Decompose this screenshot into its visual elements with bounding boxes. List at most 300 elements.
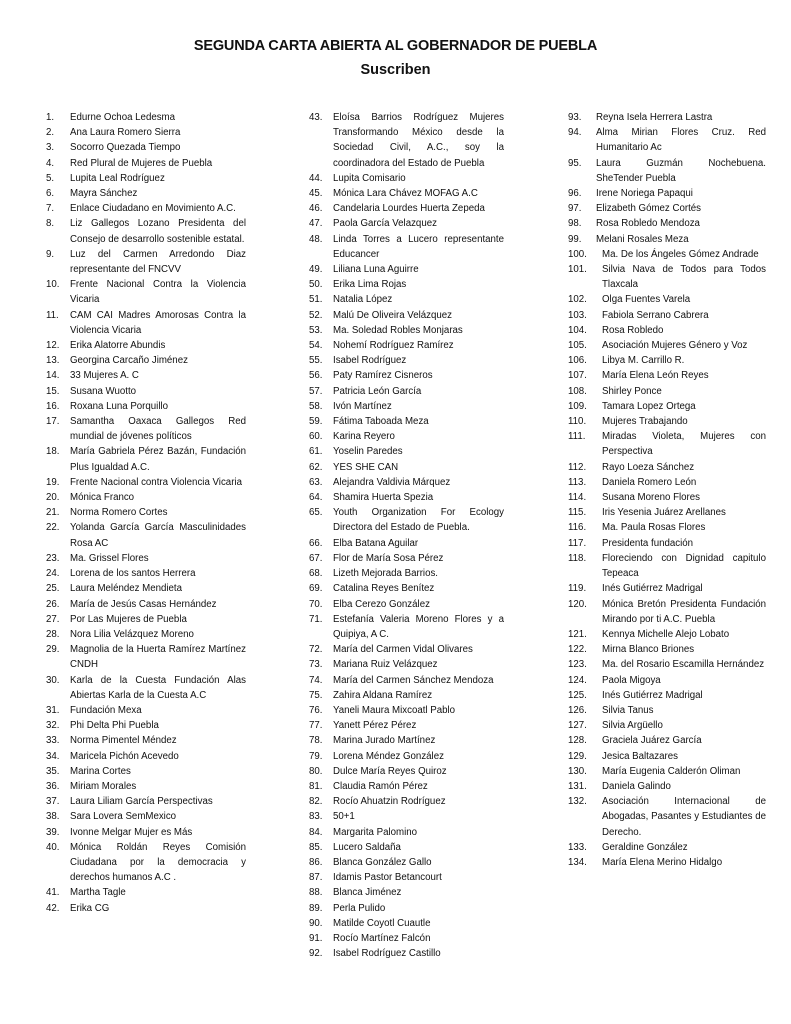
signatory-number: 108. <box>568 385 587 397</box>
signatory-number: 124. <box>568 674 587 686</box>
signatory-item <box>568 505 766 520</box>
signatory-item <box>46 399 246 414</box>
signatory-number: 121. <box>568 628 587 640</box>
signatory-item <box>309 718 504 733</box>
signatory-item <box>309 110 504 171</box>
signatory-number: 51. <box>309 294 323 306</box>
signatory-name: Isabel Rodríguez Castillo <box>333 948 441 960</box>
signatory-name: Ma. del Rosario Escamilla Hernández <box>602 659 765 671</box>
signatory-name: Catalina Reyes Benítez <box>333 583 435 595</box>
signatory-item <box>568 292 766 307</box>
signatory-name: Patricia León García <box>333 385 422 397</box>
signatory-number: 4. <box>46 157 55 169</box>
signatory-item <box>46 809 246 824</box>
signatory-item <box>46 414 246 444</box>
signatory-number: 100. <box>568 248 587 260</box>
signatory-name: María de Jesús Casas Hernández <box>70 598 217 610</box>
signatory-name: Mónica Franco <box>70 492 135 504</box>
signatory-item <box>568 749 766 764</box>
signatory-number: 70. <box>309 598 323 610</box>
signatory-name: Yaneli Maura Mixcoatl Pablo <box>333 704 456 716</box>
signatory-name: Isabel Rodríguez <box>333 355 407 367</box>
signatory-number: 62. <box>309 461 323 473</box>
signatory-name: María Gabriela Pérez Bazán, Fundación Plus Igualdad A.C. <box>70 446 246 473</box>
signatory-name: Liz Gallegos Lozano Presidenta del Consejo de desarrollo sostenible estatal. <box>70 218 246 245</box>
signatory-name: Ma. Soledad Robles Monjaras <box>333 324 463 336</box>
signatory-item <box>568 794 766 840</box>
signatory-number: 28. <box>46 628 60 640</box>
signatory-item <box>46 475 246 490</box>
signatory-name: Lorena de los santos Herrera <box>70 568 196 580</box>
signatory-item <box>568 627 766 642</box>
signatory-item <box>568 338 766 353</box>
signatory-number: 38. <box>46 811 60 823</box>
signatory-number: 54. <box>309 340 323 352</box>
signatory-item <box>309 764 504 779</box>
signatory-name: Paola García Velazquez <box>333 218 437 230</box>
signatory-number: 102. <box>568 294 587 306</box>
signatory-item <box>309 292 504 307</box>
signatory-number: 17. <box>46 416 60 428</box>
signatory-item <box>309 399 504 414</box>
signatory-name: Libya M. Carrillo R. <box>602 355 685 367</box>
signatory-number: 26. <box>46 598 60 610</box>
signatory-item <box>309 216 504 231</box>
signatory-name: Silvia Nava de Todos para Todos Tlaxcala <box>602 264 766 291</box>
signatory-name: Shirley Ponce <box>602 385 662 397</box>
signatory-name: Maricela Pichón Acevedo <box>70 750 179 762</box>
signatory-number: 127. <box>568 720 587 732</box>
signatory-item <box>46 156 246 171</box>
signatory-name: Fundación Mexa <box>70 704 142 716</box>
signatory-number: 27. <box>46 613 60 625</box>
signatory-number: 49. <box>309 264 323 276</box>
signatory-number: 112. <box>568 461 587 473</box>
signatory-number: 16. <box>46 400 60 412</box>
signatory-item <box>568 247 766 262</box>
signatory-number: 82. <box>309 796 323 808</box>
signatory-number: 95. <box>568 157 582 169</box>
signatory-item <box>568 581 766 596</box>
signatory-name: Melani Rosales Meza <box>596 233 689 245</box>
signatory-name: Martha Tagle <box>70 887 126 899</box>
signatory-item <box>46 764 246 779</box>
signatory-name: Natalia López <box>333 294 393 306</box>
signatory-name: Linda Torres a Lucero representante Educancer <box>333 233 504 260</box>
signatory-item <box>309 612 504 642</box>
signatory-name: Ivón Martínez <box>333 400 392 412</box>
signatory-number: 103. <box>568 309 587 321</box>
signatory-item <box>46 612 246 627</box>
signatory-name: Blanca González Gallo <box>333 856 432 868</box>
signatory-item <box>46 186 246 201</box>
signatory-name: Asociación Internacional de Abogadas, Pasantes y Estudiantes de Derecho. <box>602 796 766 838</box>
signatory-item <box>309 186 504 201</box>
signatory-number: 58. <box>309 400 323 412</box>
signatory-number: 91. <box>309 932 323 944</box>
signatory-name: Zahira Aldana Ramírez <box>333 689 433 701</box>
signatory-item <box>309 414 504 429</box>
signatory-item <box>309 870 504 885</box>
signatory-name: Phi Delta Phi Puebla <box>70 720 159 732</box>
signatory-name: Blanca Jiménez <box>333 887 402 899</box>
signatory-item <box>46 201 246 216</box>
signatory-item <box>568 688 766 703</box>
signatory-number: 113. <box>568 476 587 488</box>
signatory-item <box>309 490 504 505</box>
signatory-name: Luz del Carmen Arredondo Diaz representante del FNCVV <box>70 248 246 276</box>
signatory-name: Marina Jurado Martínez <box>333 735 436 747</box>
signatory-item <box>309 703 504 718</box>
signatory-name: Iris Yesenia Juárez Arellanes <box>602 507 726 519</box>
signatory-item <box>568 703 766 718</box>
signatory-name: Karla de la Cuesta Fundación Alas Abiertas Karla de la Cuesta A.C <box>70 674 246 701</box>
signatory-number: 52. <box>309 309 323 321</box>
signatory-item <box>46 216 246 246</box>
signatory-item <box>46 140 246 155</box>
signatory-name: Erika Alatorre Abundis <box>70 340 166 352</box>
signatory-item <box>46 749 246 764</box>
signatory-item <box>46 566 246 581</box>
signatory-number: 78. <box>309 735 323 747</box>
signatory-name: Mónica Bretón Presidenta Fundación Mirando por ti A.C. Puebla <box>602 598 766 625</box>
signatory-number: 35. <box>46 765 60 777</box>
signatory-name: Elba Batana Aguilar <box>333 537 419 549</box>
signatory-number: 87. <box>309 872 323 884</box>
signatory-number: 5. <box>46 172 55 184</box>
signatory-number: 23. <box>46 552 60 564</box>
signatory-item <box>309 855 504 870</box>
signatory-item <box>46 125 246 140</box>
signatory-name: Fátima Taboada Meza <box>333 416 429 428</box>
signatory-number: 6. <box>46 188 55 200</box>
signatory-number: 3. <box>46 142 55 154</box>
signatory-name: Daniela Galindo <box>602 780 671 792</box>
signatory-name: María del Carmen Vidal Olivares <box>333 644 473 656</box>
signatory-number: 63. <box>309 476 323 488</box>
signatory-name: Georgina Carcaño Jiménez <box>70 355 188 367</box>
signatory-number: 83. <box>309 811 323 823</box>
signatory-name: Candelaria Lourdes Huerta Zepeda <box>333 203 485 215</box>
signatory-number: 72. <box>309 644 323 656</box>
signatory-item <box>46 171 246 186</box>
signatory-item <box>309 353 504 368</box>
signatory-number: 129. <box>568 750 587 762</box>
signatory-number: 45. <box>309 188 323 200</box>
signatory-number: 133. <box>568 841 587 853</box>
signatory-item <box>46 384 246 399</box>
signatory-item <box>568 733 766 748</box>
signatory-name: CAM CAI Madres Amorosas Contra la Violencia Vicaria <box>70 309 246 336</box>
signatory-item <box>46 779 246 794</box>
signatory-number: 46. <box>309 203 323 215</box>
signatory-number: 48. <box>309 233 323 245</box>
signatory-name: Lizeth Mejorada Barrios. <box>333 568 438 580</box>
signatory-name: Edurne Ochoa Ledesma <box>70 112 176 123</box>
signatory-number: 7. <box>46 203 55 215</box>
signatory-item <box>309 475 504 490</box>
signatory-number: 115. <box>568 507 587 519</box>
signatory-item <box>309 323 504 338</box>
signatory-name: Lucero Saldaña <box>333 841 401 853</box>
signatory-number: 117. <box>568 537 587 549</box>
signatory-name: Nora Lilia Velázquez Moreno <box>70 628 194 640</box>
signatory-number: 96. <box>568 188 582 200</box>
signatory-number: 89. <box>309 902 323 914</box>
signatory-number: 110. <box>568 416 587 428</box>
signatory-item <box>568 414 766 429</box>
signatory-name: Susana Wuotto <box>70 385 137 397</box>
signatory-name: Flor de María Sosa Pérez <box>333 552 444 564</box>
signatory-name: Ana Laura Romero Sierra <box>70 127 181 139</box>
signatory-name: Rocío Ahuatzin Rodríguez <box>333 796 446 808</box>
signatory-item <box>46 840 246 886</box>
signatory-item <box>568 384 766 399</box>
signatory-column-1 <box>46 110 246 916</box>
signatory-item <box>309 232 504 262</box>
signatory-number: 104. <box>568 324 587 336</box>
signatory-number: 116. <box>568 522 587 534</box>
signatory-item <box>568 490 766 505</box>
signatory-number: 111. <box>568 431 586 443</box>
signatory-number: 13. <box>46 355 60 367</box>
signatory-name: Mónica Lara Chávez MOFAG A.C <box>333 188 478 200</box>
signatory-item <box>309 581 504 596</box>
signatory-name: Laura Meléndez Mendieta <box>70 583 183 595</box>
signatory-item <box>568 764 766 779</box>
signatory-number: 106. <box>568 355 587 367</box>
signatory-number: 44. <box>309 172 323 184</box>
signatory-item <box>568 673 766 688</box>
signatory-number: 132. <box>568 796 587 808</box>
signatory-number: 123. <box>568 659 587 671</box>
signatory-name: Ivonne Melgar Mujer es Más <box>70 826 193 838</box>
signatory-item <box>309 277 504 292</box>
signatory-name: Laura Guzmán Nochebuena. SheTender Puebla <box>596 157 766 184</box>
signatory-number: 130. <box>568 765 587 777</box>
signatory-item <box>46 520 246 550</box>
signatory-item <box>46 444 246 474</box>
signatory-name: Lupita Comisario <box>333 172 406 184</box>
signatory-item <box>309 201 504 216</box>
signatory-number: 75. <box>309 689 323 701</box>
signatory-item <box>568 475 766 490</box>
signatory-item <box>568 201 766 216</box>
signatory-item <box>46 597 246 612</box>
signatory-number: 71. <box>309 613 323 625</box>
signatory-item <box>46 673 246 703</box>
signatory-name: Marina Cortes <box>70 765 131 777</box>
signatory-name: Elizabeth Gómez Cortés <box>596 203 701 215</box>
signatory-number: 74. <box>309 674 323 686</box>
signatory-number: 98. <box>568 218 582 230</box>
signatory-name: Claudia Ramón Pérez <box>333 780 428 792</box>
signatory-name: Susana Moreno Flores <box>602 492 701 504</box>
signatory-name: Daniela Romero León <box>602 476 697 488</box>
signatory-name: Erika CG <box>70 902 110 914</box>
signatory-item <box>309 794 504 809</box>
signatory-number: 29. <box>46 644 60 656</box>
signatory-item <box>568 186 766 201</box>
signatory-item <box>46 368 246 383</box>
signatory-item <box>309 597 504 612</box>
signatory-number: 86. <box>309 856 323 868</box>
signatory-number: 128. <box>568 735 587 747</box>
signatory-item <box>309 566 504 581</box>
signatory-name: María Elena Merino Hidalgo <box>602 856 723 868</box>
signatory-item <box>309 171 504 186</box>
signatory-column-3 <box>568 110 766 870</box>
signatory-name: Red Plural de Mujeres de Puebla <box>70 157 213 169</box>
signatory-name: Shamira Huerta Spezia <box>333 492 434 504</box>
signatory-item <box>568 323 766 338</box>
signatory-item <box>568 657 766 672</box>
signatory-item <box>46 353 246 368</box>
signatory-name: Paola Migoya <box>602 674 661 686</box>
signatory-name: Inés Gutiérrez Madrigal <box>602 583 703 595</box>
signatory-item <box>46 277 246 307</box>
signatory-number: 131. <box>568 780 587 792</box>
signatory-name: Margarita Palomino <box>333 826 417 838</box>
signatory-item <box>309 384 504 399</box>
signatory-number: 12. <box>46 340 60 352</box>
signatory-name: Asociación Mujeres Género y Voz <box>602 340 748 352</box>
signatory-name: YES SHE CAN <box>333 461 399 473</box>
signatory-item <box>568 262 766 292</box>
signatory-name: Jesica Baltazares <box>602 750 678 762</box>
signatory-number: 42. <box>46 902 60 914</box>
signatory-item <box>568 399 766 414</box>
signatory-name: Reyna Isela Herrera Lastra <box>596 112 713 123</box>
signatory-name: Magnolia de la Huerta Ramírez Martínez CNDH <box>70 644 246 671</box>
signatory-name: Nohemí Rodríguez Ramírez <box>333 340 454 352</box>
signatory-number: 2. <box>46 127 55 139</box>
signatory-item <box>309 642 504 657</box>
signatory-number: 90. <box>309 917 323 929</box>
signatory-number: 105. <box>568 340 587 352</box>
signatory-number: 40. <box>46 841 60 853</box>
signatory-item <box>309 338 504 353</box>
signatory-number: 21. <box>46 507 60 519</box>
signatory-name: Mariana Ruiz Velázquez <box>333 659 438 671</box>
signatory-item <box>309 429 504 444</box>
signatory-number: 39. <box>46 826 60 838</box>
signatory-item <box>568 551 766 581</box>
signatory-item <box>46 505 246 520</box>
signatory-number: 92. <box>309 948 323 960</box>
signatory-item <box>46 110 246 125</box>
signatory-name: Perla Pulido <box>333 902 386 914</box>
signatory-item <box>309 673 504 688</box>
signatory-item <box>568 232 766 247</box>
signatory-name: Paty Ramírez Cisneros <box>333 370 433 382</box>
signatory-number: 114. <box>568 492 587 504</box>
signatory-item <box>568 429 766 459</box>
signatory-item <box>46 308 246 338</box>
signatory-number: 50. <box>309 279 323 291</box>
signatory-name: María Eugenia Calderón Oliman <box>602 765 741 777</box>
signatory-item <box>568 368 766 383</box>
signatory-name: Miriam Morales <box>70 780 137 792</box>
signatory-item <box>309 551 504 566</box>
signatory-item <box>568 110 766 125</box>
signatory-number: 59. <box>309 416 323 428</box>
signatory-name: Dulce María Reyes Quiroz <box>333 765 447 777</box>
signatory-item <box>309 931 504 946</box>
signatory-number: 67. <box>309 552 323 564</box>
signatory-number: 107. <box>568 370 587 382</box>
signatory-name: Socorro Quezada Tiempo <box>70 142 181 154</box>
signatory-item <box>568 308 766 323</box>
signatory-name: 50+1 <box>333 811 355 823</box>
signatory-item <box>46 581 246 596</box>
signatory-item <box>309 688 504 703</box>
signatory-item <box>568 460 766 475</box>
signatory-name: Rayo Loeza Sánchez <box>602 461 695 473</box>
signatory-number: 47. <box>309 218 323 230</box>
signatory-name: Yolanda García García Masculinidades Rosa AC <box>70 522 246 549</box>
signatory-item <box>46 247 246 277</box>
signatory-number: 32. <box>46 720 60 732</box>
signatory-number: 60. <box>309 431 323 443</box>
signatory-number: 65. <box>309 507 323 519</box>
signatory-name: Presidenta fundación <box>602 537 694 549</box>
signatory-name: Silvia Tanus <box>602 704 654 716</box>
signatory-name: Alma Mirian Flores Cruz. Red Humanitario Ac <box>596 127 766 154</box>
signatory-item <box>309 657 504 672</box>
signatory-name: Matilde Coyotl Cuautle <box>333 917 431 929</box>
signatory-name: Rosa Robledo Mendoza <box>596 218 700 230</box>
signatory-name: Rocío Martínez Falcón <box>333 932 431 944</box>
document-title: SEGUNDA CARTA ABIERTA AL GOBERNADOR DE PUEBLA <box>193 38 598 54</box>
signatory-name: Norma Pimentel Méndez <box>70 735 177 747</box>
signatory-number: 93. <box>568 112 582 123</box>
signatory-number: 53. <box>309 324 323 336</box>
signatory-name: Mirna Blanco Briones <box>602 644 695 656</box>
signatory-item <box>309 916 504 931</box>
signatory-number: 68. <box>309 568 323 580</box>
signatory-item <box>309 444 504 459</box>
signatory-number: 125. <box>568 689 587 701</box>
signatory-number: 77. <box>309 720 323 732</box>
signatory-item <box>568 840 766 855</box>
signatory-number: 19. <box>46 476 60 488</box>
signatory-name: Olga Fuentes Varela <box>602 294 691 306</box>
signatory-name: Estefanía Valeria Moreno Flores y a Quipiya, A C. <box>333 613 504 640</box>
signatory-name: Ma. Grissel Flores <box>70 552 149 564</box>
signatory-item <box>309 308 504 323</box>
signatory-name: Youth Organization For Ecology Directora del Estado de Puebla. <box>333 507 504 534</box>
signatory-name: Eloísa Barrios Rodríguez Mujeres Transformando México desde la Sociedad Civil, A.C., soy la coordinadora del Estado de Puebla <box>333 112 504 169</box>
signatory-number: 34. <box>46 750 60 762</box>
signatory-item <box>568 597 766 627</box>
signatory-item <box>46 551 246 566</box>
signatory-name: Geraldine González <box>602 841 688 853</box>
signatory-name: Por Las Mujeres de Puebla <box>70 613 187 625</box>
signatory-name: Lorena Méndez González <box>333 750 444 762</box>
signatory-name: Idamis Pastor Betancourt <box>333 872 442 884</box>
signatory-item <box>309 536 504 551</box>
signatory-number: 1. <box>46 112 55 123</box>
signatory-name: Lupita Leal Rodríguez <box>70 172 165 184</box>
signatory-column-2 <box>309 110 504 961</box>
signatory-name: Roxana Luna Porquillo <box>70 400 169 412</box>
signatory-item <box>568 156 766 186</box>
signatory-name: Liliana Luna Aguirre <box>333 264 419 276</box>
signatory-item <box>309 460 504 475</box>
signatory-name: Enlace Ciudadano en Movimiento A.C. <box>70 203 236 215</box>
signatory-item <box>309 779 504 794</box>
